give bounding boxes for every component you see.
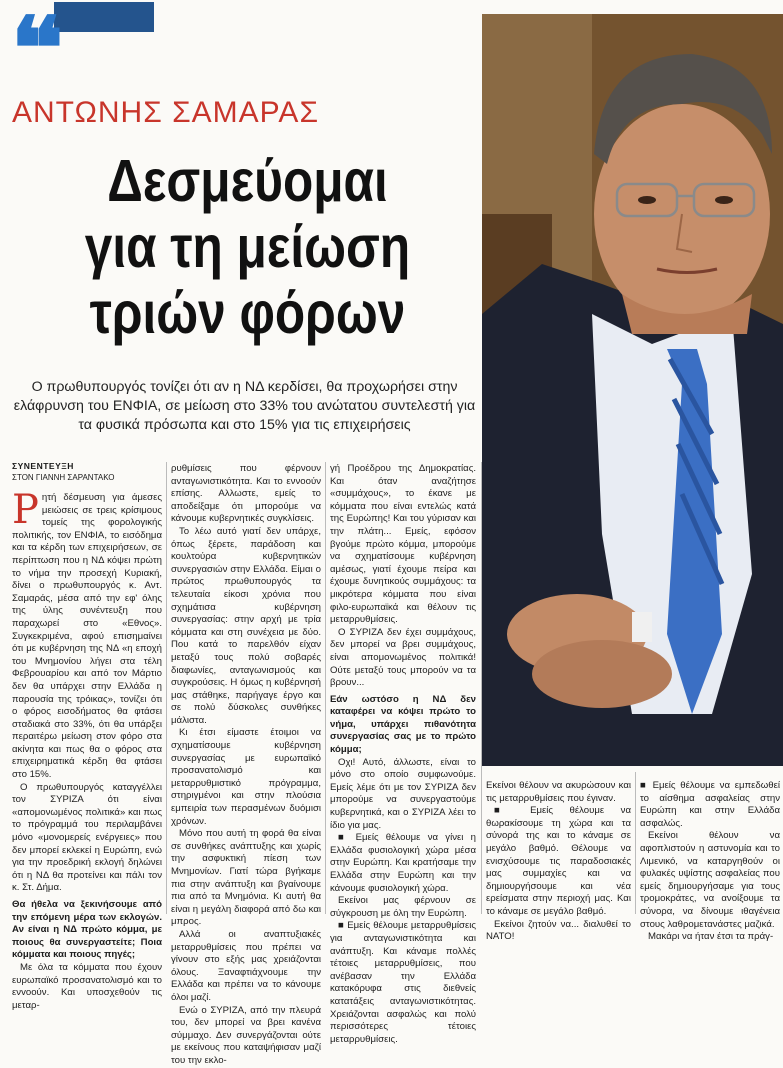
paragraph: Εκείνοι θέλουν να ακυρώσουν και τις μεταρρυθμίσεις που έγιναν. bbox=[486, 780, 631, 804]
paragraph: ■ Εμείς θέλουμε να εμπεδωθεί το αίσθημα ασφαλείας στην Ευρώπη και στην Ελλάδα ασφαλώς. bbox=[640, 780, 780, 829]
paragraph: ■ Εμείς θέλουμε να θωρακίσουμε τη χώρα και τα σύνορά της και το κάναμε σε μεγάλο βαθμό. Θέλουμε να ενισχύσουμε τις παραδοσιακές μας συμμαχίες και να δημιουργήσουμε και νέα ερείσματα στην περιοχή μας. Και το κάναμε σε μεγάλο βαθμό. bbox=[486, 805, 631, 917]
quote-mark-icon: ❝ bbox=[10, 0, 64, 99]
column-divider bbox=[481, 462, 482, 914]
paragraph: ■ Εμείς θέλουμε να γίνει η Ελλάδα φυσιολογική χώρα μέσα στην Ευρώπη. Και κρατήσαμε την Ελλάδα στην Ευρώπη και την κάνουμε φυσιολογική χώρα. bbox=[330, 832, 476, 894]
paragraph: Μακάρι να ήταν έτσι τα πράγ- bbox=[648, 931, 774, 943]
article-column-5 bbox=[640, 780, 780, 944]
paragraph: Εκείνοι μας φέρνουν σε σύγκρουση με όλη την Ευρώπη. bbox=[330, 895, 476, 919]
article-column-3 bbox=[330, 463, 476, 1046]
paragraph: γή Προέδρου της Δημοκρατίας. Και όταν αναζήτησε «συμμάχους», το έκανε με κόμματα που είναι εντελώς κατά της Ευρώπης! Και του γύρισαν και την πλάτη... Εμείς, εφόσον βγούμε πρώτο κόμμα, μπορούμε να σχηματίσουμε κυβέρνηση αμέσως, γιατί έχουμε πείρα και έχουμε δυνητικούς συμμάχους: τα μικρότερα κόμματα που είναι φιλο-ευρωπαϊκά και θέλουν τις μεταρρυθμίσεις. bbox=[330, 463, 476, 626]
question: Εάν ωστόσο η ΝΔ δεν καταφέρει να κόψει πρώτο το νήμα, υπάρχει πιθανότητα συνεργασίας σας με το πρώτο κόμμα; bbox=[330, 693, 476, 756]
paragraph: Ο πρωθυπουργός καταγγέλλει τον ΣΥΡΙΖΑ ότι είναι «απομονωμένος πολιτικά» και πως το πρόγραμμά του περιλαμβάνει μόνο «μονομερείς ενέργειες» που δεν μπορεί εκλεκεί η Ευρώπη, ενώ για την προεδρική εκλογή δηλώνει ότι η ΝΔ θα προτείνει και πάλι τον κ. Στ. Δήμα. bbox=[12, 781, 162, 894]
headline-line: Δεσμεύομαι bbox=[107, 148, 388, 214]
subheadline: Ο πρωθυπουργός τονίζει ότι αν η ΝΔ κερδίσει, θα προχωρήσει στην ελάφρυνση του ΕΝΦΙΑ, σε μείωση στο 33% του ανώτατου συντελεστή για τα φυσικά πρόσωπα και στο 15% για τις επιχειρήσεις bbox=[13, 379, 476, 433]
paragraph: Το λέω αυτό γιατί δεν υπάρχε, όπως ξέρετε, παράδοση και κουλτούρα κυβερνητικών συνεργασιών στην Ελλάδα. Είμαι ο πρώτος πρωθυπουργός τα τελευταία είκοσι χρόνια που σχημάτισα κυβέρνηση συνεργασίας: στην αρχή με τρία κόμματα και στη συνέχεια με δύο. Που κατά το παρελθόν είχαν μεταξύ τους πολύ σοβαρές διαφωνίες, ανταγωνισμούς και συγκρούσεις. Η όμως η κυβέρνησή μας στάθηκε, παρήγαγε έργο και σε πολύ δύσκολες συνθήκες μάλιστα. bbox=[171, 525, 321, 726]
paragraph: Κι έτσι είμαστε έτοιμοι να σχηματίσουμε κυβέρνηση συνεργασίας με ευρωπαϊκό προσανατολισμό και μεταρρυθμιστικό πρόγραμμα, στηριγμένοι και στην πλούσια εμπειρία των περασμένων δυόμισι χρόνων. bbox=[171, 727, 321, 827]
portrait-illustration bbox=[482, 14, 783, 766]
headline bbox=[20, 148, 475, 346]
paragraph-text: ητή δέσμευση για άμεσες μειώσεις σε τρεις κρίσιμους τομείς της φορολογικής πολιτικής, τον ΕΝΦΙΑ, το εισόδημα και τα κέρδη των επιχειρήσεων, σε περίπτωση που η ΝΔ κόψει πρώτη το νήμα την προσεχή Κυριακή, δίνει ο πρωθυπουργός κ. Αντ. Σαμαράς, μέσα από την εφ' όλης της ύλης συνέντευξη που παραχωρεί στο «Εθνος». Συγκεκριμένα, αφού επισημαίνει ότι με κυβέρνηση της ΝΔ «η εποχή του Μνημονίου λήγει στα τέλη Φεβρουαρίου και από τον Μάρτιο δεν θα υπάρχει στην Ελλάδα η παρουσία της τρόικας», τονίζει ότι ο φόρος εισοδήματος θα φτάσει σταδιακά στο 33%, ότι θα υπάρξει περαιτέρω μείωση στον φόρο στα ακίνητα και πως θα ο φόρος στα επιχειρηματικά κέρδη θα φτάσει στο 15%. bbox=[12, 492, 162, 781]
byline: ΣΤΟΝ ΓΙΑΝΝΗ ΣΑΡΑΝΤΑΚΟ bbox=[12, 473, 115, 482]
interviewee-name: ΑΝΤΩΝΗΣ ΣΑΜΑΡΑΣ bbox=[12, 96, 319, 129]
section-label: ΣΥΝΕΝΤΕΥΞΗ bbox=[12, 461, 74, 471]
column-divider bbox=[166, 462, 167, 914]
column-divider bbox=[635, 772, 636, 914]
headline-line: τριών φόρων bbox=[89, 280, 406, 346]
paragraph: Ο ΣΥΡΙΖΑ δεν έχει συμμάχους, δεν μπορεί να βρει συμμάχους, είναι απομονωμένος πολιτικά! Ούτε μεταξύ τους μπορούν να τα βρουν... bbox=[330, 626, 476, 689]
dropcap: Ρ bbox=[12, 487, 39, 533]
masthead-bar bbox=[54, 2, 154, 32]
paragraph: Ενώ ο ΣΥΡΙΖΑ, από την πλευρά του, δεν μπορεί να βρει κανένα σύμμαχο. Δεν συνεργάζονται ούτε με εκείνους που καταψήφισαν μαζί του την εκλο- bbox=[171, 1004, 321, 1066]
paragraph: Οχι! Αυτό, άλλωστε, είναι το μόνο στο οποίο συμφωνούμε. Εμείς λέμε ότι με τον ΣΥΡΙΖΑ δεν μπορούμε να συνεργαστούμε κυβερνητικά, και ο ΣΥΡΙΖΑ λέει το ίδιο για μας. bbox=[330, 756, 476, 831]
article-column-2 bbox=[171, 463, 321, 1068]
column-divider bbox=[325, 462, 326, 914]
paragraph: Εκείνοι ζητούν να... διαλυθεί το ΝΑΤΟ! bbox=[486, 918, 631, 943]
paragraph: Αλλά οι αναπτυξιακές μεταρρυθμίσεις που πρέπει να γίνουν στο εξής μας χρειάζονται όλους. Ξαναφτιάχνουμε την Ελλάδα και πρέπει να το κάνουμε όλοι μαζί. bbox=[171, 928, 321, 1003]
paragraph: Με όλα τα κόμματα που έχουν ευρωπαϊκό προσανατολισμό και το ενvooύν. Και υποσχεθούν τις μεταρ- bbox=[12, 961, 162, 1011]
question: Θα ήθελα να ξεκινήσουμε από την επόμενη μέρα των εκλογών. Αν είναι η ΝΔ πρώτο κόμμα, με ποιους θα συνεργαστείτε; Ποια κόμματα και ποιους πηγές; bbox=[12, 899, 162, 961]
paragraph: Εκείνοι θέλουν να αφοπλιστούν η αστυνομία και το Λιμενικό, να καταργηθούν οι φυλακές υψίστης ασφαλείας που εμείς δημιουργήσαμε για τους τρομοκράτες, να ανοίξουμε τα σύνορα, να δίνουμε ιθαγένεια στους λαθρομετανάστες μαζικά. bbox=[640, 830, 780, 930]
paragraph bbox=[12, 487, 162, 782]
article-column-1 bbox=[12, 487, 162, 1012]
headline-line: για τη μείωση bbox=[84, 214, 411, 280]
paragraph: Μόνο που αυτή τη φορά θα είναι σε συνθήκες ανάπτυξης και χωρίς την ασφυκτική πίεση των Μνημονίων. Γιατί τώρα βγήκαμε πια στην ανάπτυξη και βγαίνουμε πια από τα Μνημόνια. Κι αυτή θα είναι η μεγάλη διαφορά από δω και μπρος. bbox=[171, 828, 321, 928]
portrait-photo bbox=[482, 14, 783, 766]
paragraph: ■ Εμείς θέλουμε μεταρρυθμίσεις για ανταγωνιστικότητα και ανάπτυξη. Και κάναμε πολλές τέτοιες μεταρρυθμίσεις, που ανέβασαν την Ελλάδα κατακόρυφα στις διεθνείς κατατάξεις ανταγωνιστικότητας. Χρειάζονται ασφαλώς και πολύ περισσότερες τέτοιες μεταρρυθμίσεις. bbox=[330, 920, 476, 1045]
paragraph: ρυθμίσεις που φέρνουν ανταγωνιστικότητα. Και το εννοούν επίσης. Αλλωστε, εμείς το αποδείξαμε ότι μπορούμε να κάνουμε κυβερνητικές συγκλίσεις. bbox=[171, 463, 321, 525]
article-column-4 bbox=[486, 780, 631, 944]
